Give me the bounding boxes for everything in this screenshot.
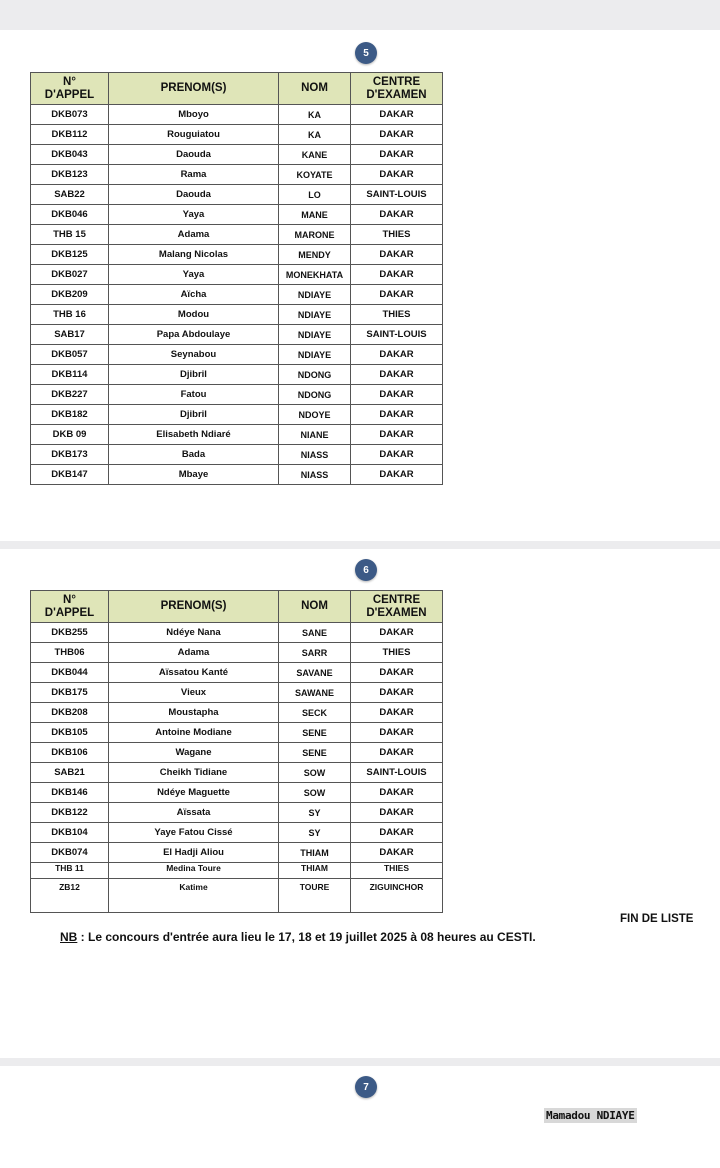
table-row — [31, 345, 443, 365]
cell-nom: SY — [279, 823, 351, 843]
cell-numero-appel: DKB122 — [31, 803, 109, 823]
table-row — [31, 643, 443, 663]
table-row — [31, 623, 443, 643]
cell-centre: DAKAR — [351, 723, 443, 743]
cell-nom: LO — [279, 185, 351, 205]
table-row — [31, 743, 443, 763]
cell-centre: DAKAR — [351, 663, 443, 683]
cell-nom: KOYATE — [279, 165, 351, 185]
cell-numero-appel: THB 15 — [31, 225, 109, 245]
cell-nom: NDIAYE — [279, 345, 351, 365]
cell-numero-appel: DKB046 — [31, 205, 109, 225]
cell-prenom: Djibril — [109, 365, 279, 385]
cell-numero-appel: DKB146 — [31, 783, 109, 803]
cell-numero-appel: SAB22 — [31, 185, 109, 205]
cell-centre: DAKAR — [351, 345, 443, 365]
cell-centre: DAKAR — [351, 623, 443, 643]
candidate-table-page-6 — [30, 590, 443, 913]
table-row — [31, 305, 443, 325]
cell-prenom: Yaya — [109, 265, 279, 285]
table-row — [31, 185, 443, 205]
cell-prenom: Mbaye — [109, 465, 279, 485]
cell-nom: SANE — [279, 623, 351, 643]
cell-centre: ZIGUINCHOR — [351, 879, 443, 913]
page-separator-6-7 — [0, 1058, 720, 1066]
cell-prenom: Antoine Modiane — [109, 723, 279, 743]
cell-prenom: Wagane — [109, 743, 279, 763]
cell-centre: DAKAR — [351, 245, 443, 265]
cell-numero-appel: DKB182 — [31, 405, 109, 425]
cell-numero-appel: DKB123 — [31, 165, 109, 185]
cell-prenom: Yaye Fatou Cissé — [109, 823, 279, 843]
table-row — [31, 245, 443, 265]
cell-centre: DAKAR — [351, 683, 443, 703]
cell-centre: DAKAR — [351, 105, 443, 125]
cell-nom: NDIAYE — [279, 325, 351, 345]
cell-numero-appel: ZB12 — [31, 879, 109, 913]
cell-nom: MONEKHATA — [279, 265, 351, 285]
cell-numero-appel: DKB043 — [31, 145, 109, 165]
cell-prenom: Adama — [109, 643, 279, 663]
header-centre-examen: CENTRE D'EXAMEN — [351, 73, 443, 105]
table-row — [31, 265, 443, 285]
table-row — [31, 165, 443, 185]
cell-nom: SOW — [279, 763, 351, 783]
table-row — [31, 285, 443, 305]
cell-prenom: Rama — [109, 165, 279, 185]
cell-numero-appel: DKB044 — [31, 663, 109, 683]
cell-prenom: Daouda — [109, 145, 279, 165]
cell-numero-appel: DKB057 — [31, 345, 109, 365]
cell-centre: DAKAR — [351, 365, 443, 385]
page-number-badge: 6 — [355, 559, 377, 581]
table-row — [31, 879, 443, 913]
cell-numero-appel: SAB21 — [31, 763, 109, 783]
cell-prenom: Djibril — [109, 405, 279, 425]
table-row — [31, 723, 443, 743]
cell-nom: SOW — [279, 783, 351, 803]
cell-centre: SAINT-LOUIS — [351, 325, 443, 345]
cell-numero-appel: SAB17 — [31, 325, 109, 345]
table-row — [31, 145, 443, 165]
cell-numero-appel: DKB173 — [31, 445, 109, 465]
cell-numero-appel: DKB147 — [31, 465, 109, 485]
cell-nom: THIAM — [279, 843, 351, 863]
cell-prenom: Seynabou — [109, 345, 279, 365]
table-row — [31, 763, 443, 783]
cell-prenom: Vieux — [109, 683, 279, 703]
table-row — [31, 225, 443, 245]
cell-prenom: Modou — [109, 305, 279, 325]
header-numero-appel: N° D'APPEL — [31, 73, 109, 105]
cell-prenom: Aïssatou Kanté — [109, 663, 279, 683]
cell-numero-appel: DKB027 — [31, 265, 109, 285]
cell-prenom: Aïssata — [109, 803, 279, 823]
cell-centre: DAKAR — [351, 445, 443, 465]
table-row — [31, 365, 443, 385]
cell-nom: SECK — [279, 703, 351, 723]
note-label: NB — [60, 930, 78, 944]
cell-centre: THIES — [351, 225, 443, 245]
cell-nom: THIAM — [279, 863, 351, 879]
cell-nom: NDIAYE — [279, 305, 351, 325]
table-header-row — [31, 73, 443, 105]
signature-name: Mamadou NDIAYE — [546, 1109, 635, 1122]
cell-centre: SAINT-LOUIS — [351, 763, 443, 783]
table-row — [31, 703, 443, 723]
cell-prenom: Ndéye Maguette — [109, 783, 279, 803]
cell-nom: SAWANE — [279, 683, 351, 703]
cell-nom: KA — [279, 125, 351, 145]
table-row — [31, 823, 443, 843]
table-row — [31, 205, 443, 225]
cell-nom: KA — [279, 105, 351, 125]
header-centre-examen: CENTRE D'EXAMEN — [351, 591, 443, 623]
table-row — [31, 803, 443, 823]
table-row — [31, 325, 443, 345]
cell-numero-appel: THB 16 — [31, 305, 109, 325]
cell-numero-appel: DKB106 — [31, 743, 109, 763]
cell-prenom: Ndéye Nana — [109, 623, 279, 643]
exam-date-note — [60, 930, 536, 944]
end-of-list-label: FIN DE LISTE — [620, 913, 694, 925]
cell-nom: SENE — [279, 743, 351, 763]
table-row — [31, 843, 443, 863]
cell-prenom: Daouda — [109, 185, 279, 205]
cell-numero-appel: DKB209 — [31, 285, 109, 305]
cell-prenom: Papa Abdoulaye — [109, 325, 279, 345]
page-separator-top — [0, 0, 720, 30]
cell-nom: SY — [279, 803, 351, 823]
table-row — [31, 663, 443, 683]
cell-centre: DAKAR — [351, 205, 443, 225]
cell-nom: MARONE — [279, 225, 351, 245]
cell-numero-appel: DKB 09 — [31, 425, 109, 445]
cell-nom: NIANE — [279, 425, 351, 445]
cell-centre: DAKAR — [351, 125, 443, 145]
note-text: : Le concours d'entrée aura lieu le 17, 18 et 19 juillet 2025 à 08 heures au CESTI. — [77, 930, 536, 944]
cell-prenom: Malang Nicolas — [109, 245, 279, 265]
cell-numero-appel: DKB104 — [31, 823, 109, 843]
cell-centre: THIES — [351, 643, 443, 663]
cell-prenom: Cheikh Tidiane — [109, 763, 279, 783]
table-row — [31, 425, 443, 445]
cell-prenom: Aïcha — [109, 285, 279, 305]
cell-nom: NDONG — [279, 385, 351, 405]
cell-prenom: Mboyo — [109, 105, 279, 125]
cell-prenom: Rouguiatou — [109, 125, 279, 145]
cell-nom: NDONG — [279, 365, 351, 385]
cell-prenom: Medina Toure — [109, 863, 279, 879]
cell-numero-appel: DKB227 — [31, 385, 109, 405]
cell-numero-appel: DKB112 — [31, 125, 109, 145]
cell-numero-appel: DKB175 — [31, 683, 109, 703]
table-row — [31, 405, 443, 425]
cell-nom: NDIAYE — [279, 285, 351, 305]
cell-numero-appel: DKB074 — [31, 843, 109, 863]
page-number-badge: 5 — [355, 42, 377, 64]
cell-numero-appel: DKB105 — [31, 723, 109, 743]
cell-centre: DAKAR — [351, 425, 443, 445]
table-row — [31, 465, 443, 485]
cell-nom: TOURE — [279, 879, 351, 913]
cell-centre: DAKAR — [351, 165, 443, 185]
table-row — [31, 445, 443, 465]
table-row — [31, 683, 443, 703]
table-row — [31, 863, 443, 879]
cell-centre: DAKAR — [351, 145, 443, 165]
cell-centre: DAKAR — [351, 743, 443, 763]
cell-centre: SAINT-LOUIS — [351, 185, 443, 205]
cell-centre: THIES — [351, 305, 443, 325]
cell-centre: DAKAR — [351, 703, 443, 723]
cell-prenom: El Hadji Aliou — [109, 843, 279, 863]
header-prenoms: PRENOM(S) — [109, 73, 279, 105]
table-row — [31, 105, 443, 125]
cell-prenom: Moustapha — [109, 703, 279, 723]
cell-nom: MENDY — [279, 245, 351, 265]
cell-centre: DAKAR — [351, 823, 443, 843]
cell-centre: DAKAR — [351, 843, 443, 863]
header-numero-appel: N° D'APPEL — [31, 591, 109, 623]
cell-numero-appel: THB 11 — [31, 863, 109, 879]
cell-numero-appel: THB06 — [31, 643, 109, 663]
cell-numero-appel: DKB073 — [31, 105, 109, 125]
table-row — [31, 125, 443, 145]
cell-nom: KANE — [279, 145, 351, 165]
table-row — [31, 783, 443, 803]
cell-centre: DAKAR — [351, 405, 443, 425]
cell-nom: MANE — [279, 205, 351, 225]
cell-nom: SENE — [279, 723, 351, 743]
page-number-badge: 7 — [355, 1076, 377, 1098]
cell-numero-appel: DKB208 — [31, 703, 109, 723]
table-row — [31, 385, 443, 405]
cell-nom: NDOYE — [279, 405, 351, 425]
cell-nom: SAVANE — [279, 663, 351, 683]
cell-numero-appel: DKB125 — [31, 245, 109, 265]
cell-prenom: Yaya — [109, 205, 279, 225]
cell-centre: THIES — [351, 863, 443, 879]
table-header-row — [31, 591, 443, 623]
candidate-table-page-5 — [30, 72, 443, 485]
cell-nom: NIASS — [279, 445, 351, 465]
cell-numero-appel: DKB255 — [31, 623, 109, 643]
cell-centre: DAKAR — [351, 803, 443, 823]
header-nom: NOM — [279, 73, 351, 105]
cell-nom: SARR — [279, 643, 351, 663]
cell-nom: NIASS — [279, 465, 351, 485]
cell-prenom: Katime — [109, 879, 279, 913]
header-nom: NOM — [279, 591, 351, 623]
cell-prenom: Elisabeth Ndiaré — [109, 425, 279, 445]
cell-centre: DAKAR — [351, 783, 443, 803]
cell-centre: DAKAR — [351, 465, 443, 485]
cell-prenom: Fatou — [109, 385, 279, 405]
cell-centre: DAKAR — [351, 285, 443, 305]
cell-centre: DAKAR — [351, 265, 443, 285]
cell-centre: DAKAR — [351, 385, 443, 405]
page-separator-5-6 — [0, 541, 720, 549]
cell-prenom: Bada — [109, 445, 279, 465]
header-prenoms: PRENOM(S) — [109, 591, 279, 623]
cell-prenom: Adama — [109, 225, 279, 245]
cell-numero-appel: DKB114 — [31, 365, 109, 385]
